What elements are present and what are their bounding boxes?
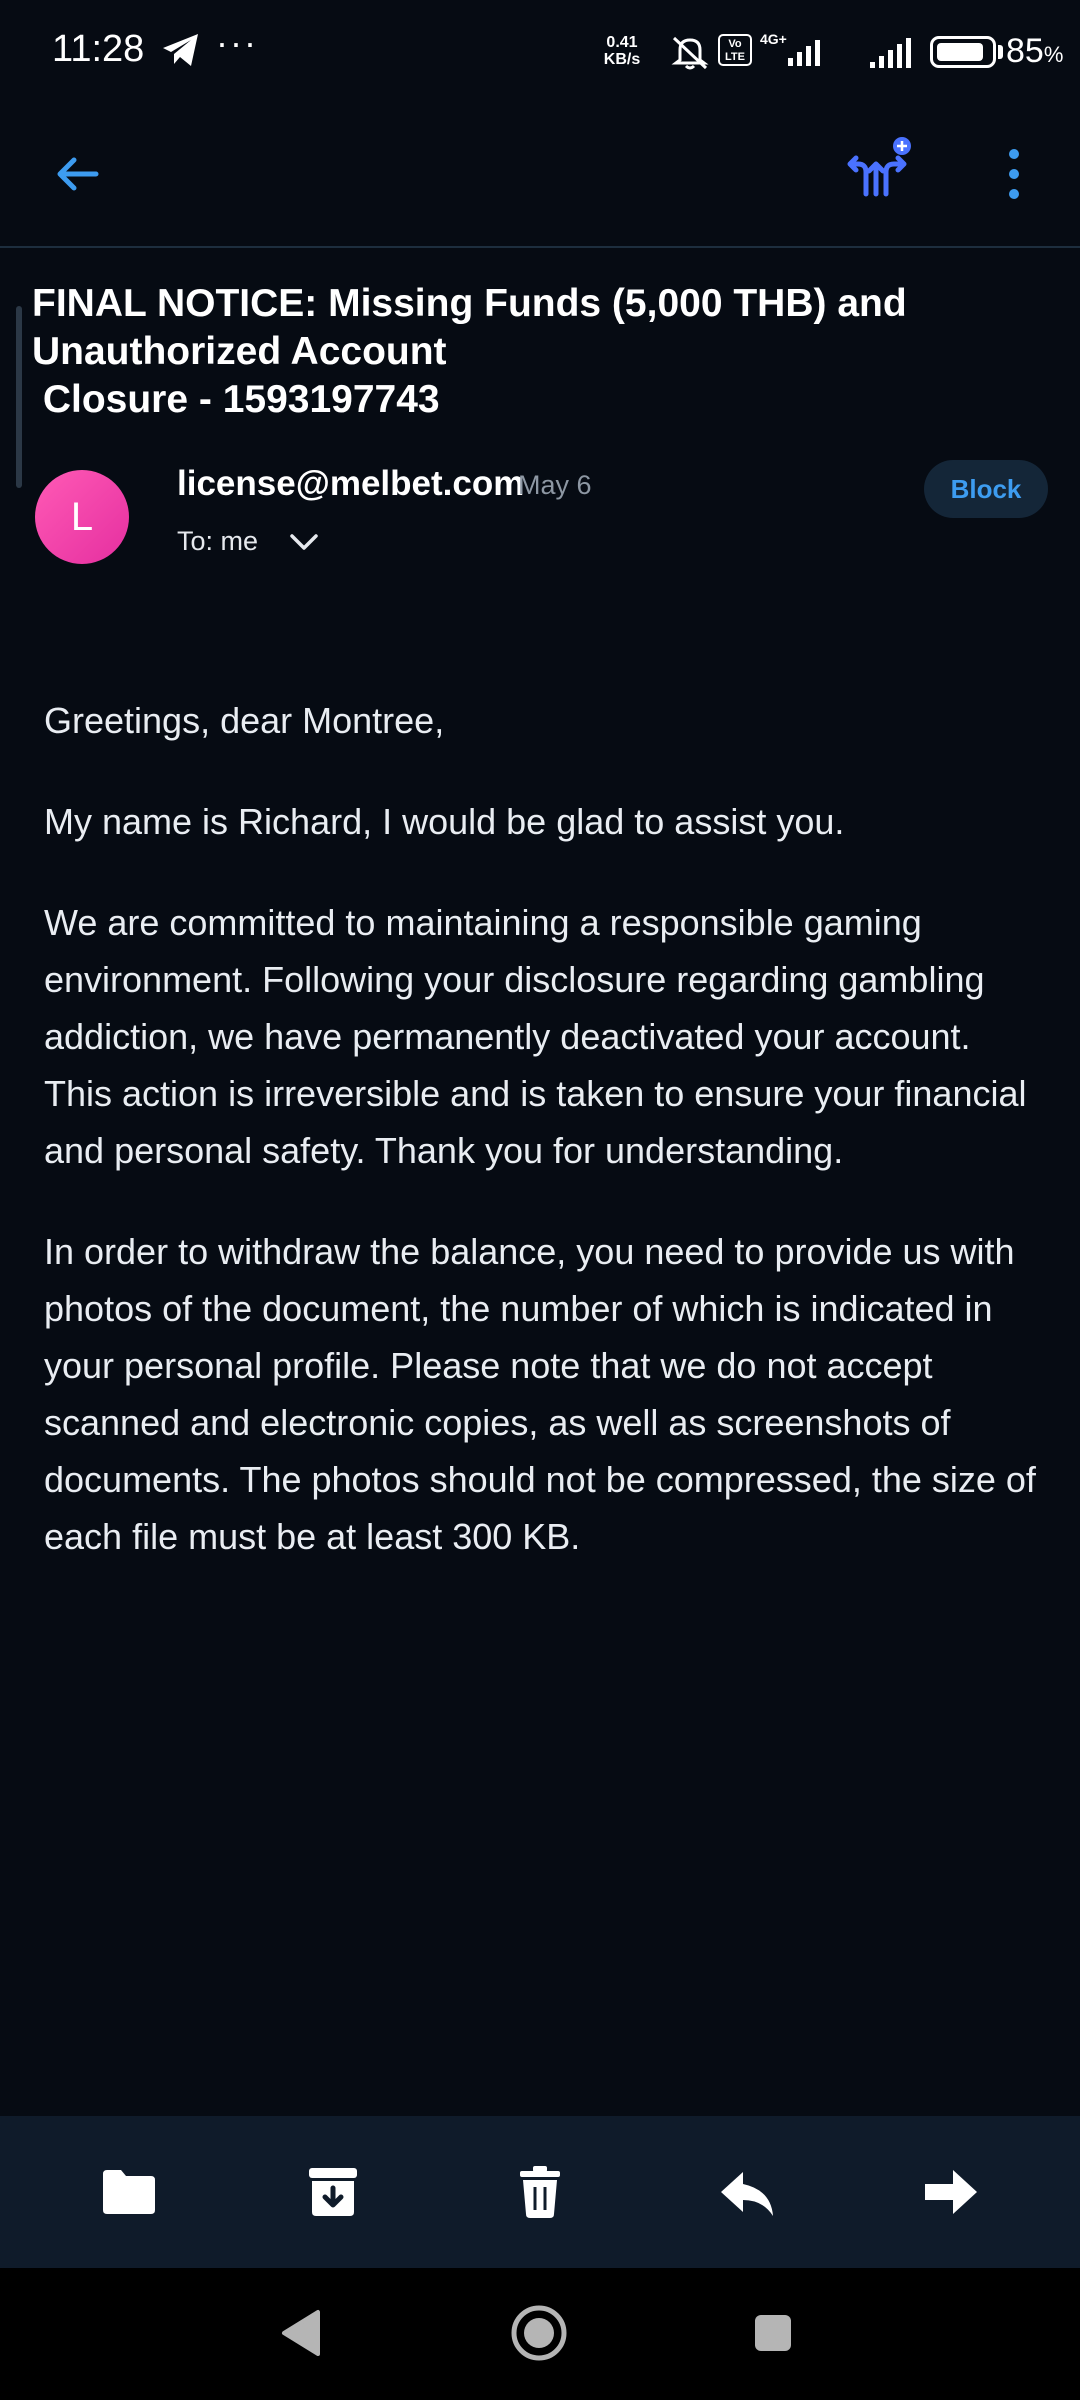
network-speed-value: 0.41 xyxy=(606,34,638,51)
signal-2-icon xyxy=(868,34,920,75)
system-nav-bar xyxy=(0,2268,1080,2400)
volte-icon xyxy=(718,34,752,66)
more-menu-button[interactable] xyxy=(990,142,1038,206)
archive-icon xyxy=(303,2162,363,2222)
recents-square-icon xyxy=(738,2298,808,2368)
battery-icon xyxy=(930,36,996,68)
home-circle-icon xyxy=(504,2298,574,2368)
volte-line1: Vo xyxy=(728,38,742,50)
arrow-left-icon xyxy=(46,142,110,206)
bottom-action-bar xyxy=(0,2116,1080,2268)
split-view-button[interactable] xyxy=(846,136,916,206)
network-type-label: 4G+ xyxy=(760,31,787,47)
body-paragraph: In order to withdraw the balance, you need to provide us with photos of the document, the number of which is indicated in your personal profile. Please note that we do not accept scanned and electronic copies, as well as screenshots of documents. The photos should not be compressed, the size of each file must be at least 300 KB. xyxy=(44,1231,1036,1557)
scroll-indicator[interactable] xyxy=(16,306,22,488)
status-icons xyxy=(560,0,1080,100)
split-view-icon xyxy=(846,136,916,206)
body-paragraph: We are committed to maintaining a responsible gaming environment. Following your disclosure regarding gambling addiction, we have permanently deactivated your account. This action is irreversible and is taken to ensure your financial and personal safety. Thank you for understanding. xyxy=(44,902,1027,1171)
nav-back-button[interactable] xyxy=(268,2298,338,2368)
more-notifications-icon: ··· xyxy=(216,22,258,63)
nav-recents-button[interactable] xyxy=(738,2298,808,2368)
network-speed-unit: KB/s xyxy=(603,51,641,68)
battery-percent-sign: % xyxy=(1043,42,1064,67)
silent-bell-icon xyxy=(668,32,712,77)
delete-button[interactable] xyxy=(510,2162,570,2222)
signal-4g-icon xyxy=(758,30,858,75)
trash-icon xyxy=(510,2162,570,2222)
app-bar xyxy=(0,100,1080,248)
back-triangle-icon xyxy=(268,2298,338,2368)
folder-icon xyxy=(99,2162,159,2222)
battery-tip xyxy=(998,45,1003,59)
network-speed xyxy=(592,34,652,68)
battery-percent xyxy=(1006,32,1063,71)
status-time: 11:28 xyxy=(52,28,145,70)
forward-button[interactable] xyxy=(921,2162,981,2222)
status-bar xyxy=(0,0,1080,100)
back-button[interactable] xyxy=(46,142,110,206)
reply-icon xyxy=(717,2162,777,2222)
forward-icon xyxy=(921,2162,981,2222)
battery-percent-value: 85 xyxy=(1006,32,1044,70)
sender-email[interactable]: license@melbet.com xyxy=(177,464,525,503)
reply-button[interactable] xyxy=(717,2162,777,2222)
email-body xyxy=(44,692,1044,1609)
email-subject: FINAL NOTICE: Missing Funds (5,000 THB) and Unauthorized Account Closure - 1593197743 xyxy=(32,282,907,421)
move-to-folder-button[interactable] xyxy=(99,2162,159,2222)
chevron-down-icon[interactable] xyxy=(288,530,320,559)
body-paragraph: My name is Richard, I would be glad to assist you. xyxy=(44,801,845,842)
sender-avatar[interactable]: L xyxy=(35,470,129,564)
telegram-icon xyxy=(160,30,202,75)
battery-fill xyxy=(937,43,983,61)
recipient-label[interactable]: To: me xyxy=(177,526,259,556)
nav-home-button[interactable] xyxy=(504,2298,574,2368)
block-sender-button[interactable]: Block xyxy=(924,460,1048,518)
more-vertical-icon xyxy=(990,142,1038,206)
volte-line2: LTE xyxy=(725,51,745,63)
body-paragraph: Greetings, dear Montree, xyxy=(44,700,445,741)
email-date: May 6 xyxy=(518,470,592,500)
archive-button[interactable] xyxy=(303,2162,363,2222)
